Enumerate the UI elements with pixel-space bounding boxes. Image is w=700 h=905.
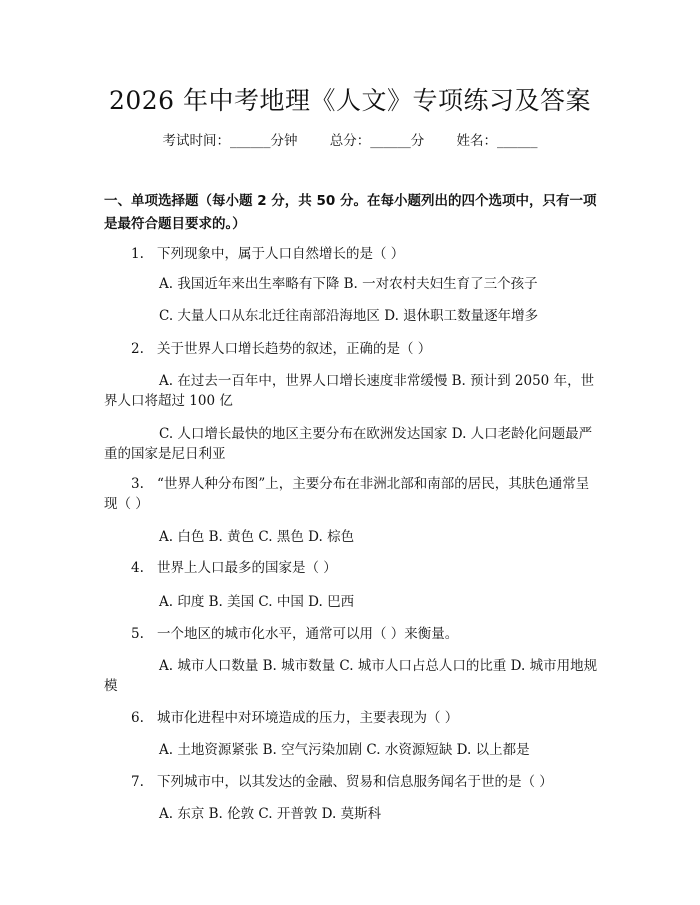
question-4: [104, 558, 599, 578]
question-stem: 下列现象中，属于人口自然增长的是（ ）: [157, 246, 405, 262]
question-5: [104, 624, 599, 644]
exam-meta: [0, 131, 700, 151]
question-stem: 城市化进程中对环境造成的压力，主要表现为（ ）: [157, 710, 459, 726]
question-7: [104, 772, 599, 792]
question-5-options: A. 城市人口数量 B. 城市数量 C. 城市人口占总人口的比重 D. 城市用地规模: [104, 658, 598, 694]
question-3-options: A. 白色 B. 黄色 C. 黑色 D. 棕色: [159, 529, 355, 545]
page-title: 2026 年中考地理《人文》专项练习及答案: [108, 86, 592, 115]
question-number: 2.: [131, 341, 144, 357]
question-1-options-line-2: C. 大量人口从东北迁往南部沿海地区 D. 退休职工数量逐年增多: [159, 308, 539, 324]
question-3: [104, 474, 599, 514]
question-1: [104, 244, 599, 264]
question-number: 1.: [131, 246, 144, 262]
question-stem: 世界上人口最多的国家是（ ）: [157, 560, 337, 576]
question-number: 5.: [131, 626, 144, 642]
question-6-options: A. 土地资源紧张 B. 空气污染加剧 C. 水资源短缺 D. 以上都是: [159, 742, 530, 758]
question-1-options-line-1: A. 我国近年来出生率略有下降 B. 一对农村夫妇生育了三个孩子: [159, 276, 538, 292]
question-number: 3.: [131, 476, 144, 492]
student-name-field: 姓名：______: [456, 133, 538, 149]
question-stem: 下列城市中，以其发达的金融、贸易和信息服务闻名于世的是（ ）: [157, 774, 553, 790]
question-7-options: A. 东京 B. 伦敦 C. 开普敦 D. 莫斯科: [159, 806, 382, 822]
question-number: 7.: [131, 774, 144, 790]
question-4-options: A. 印度 B. 美国 C. 中国 D. 巴西: [159, 594, 355, 610]
exam-time-field: 考试时间：______分钟: [162, 133, 298, 149]
question-2: [104, 339, 599, 359]
question-number: 6.: [131, 710, 144, 726]
section-heading: 一、单项选择题（每小题 2 分，共 50 分。在每小题列出的四个选项中，只有一项是最符合题目要求的。）: [104, 193, 597, 232]
total-score-field: 总分：______分: [329, 133, 425, 149]
question-stem: 一个地区的城市化水平，通常可以用（ ）来衡量。: [157, 626, 459, 642]
question-stem: “世界人种分布图”上，主要分布在非洲北部和南部的居民，其肤色通常呈现（ ）: [104, 476, 590, 512]
question-stem: 关于世界人口增长趋势的叙述，正确的是（ ）: [157, 341, 432, 357]
question-number: 4.: [131, 560, 144, 576]
question-6: [104, 708, 599, 728]
question-2-options-line-1: A. 在过去一百年中，世界人口增长速度非常缓慢 B. 预计到 2050 年，世界人口将超过 100 亿: [104, 373, 595, 409]
question-2-options-line-2: C. 人口增长最快的地区主要分布在欧洲发达国家 D. 人口老龄化问题最严重的国家是尼日利亚: [104, 426, 593, 462]
